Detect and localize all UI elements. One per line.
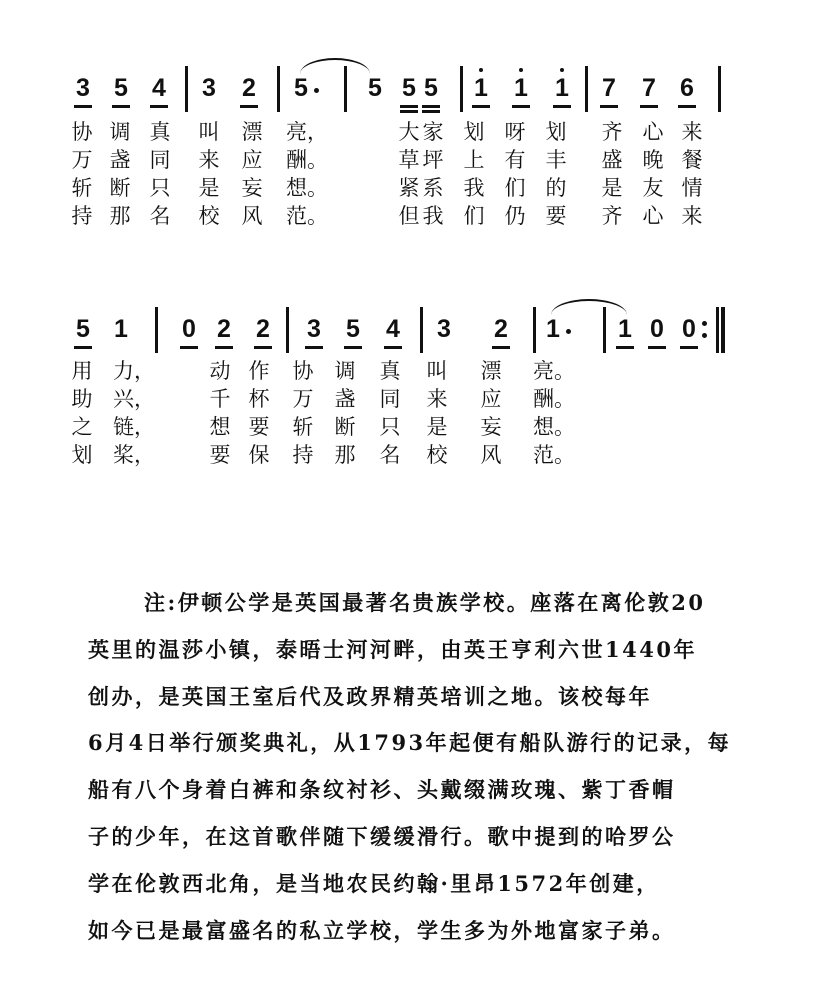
eighth-underline [150, 105, 168, 108]
lyric-char: 那 [109, 204, 131, 228]
eighth-underline [215, 346, 233, 349]
high-octave-dot [560, 68, 564, 72]
note-digit: 1 [551, 74, 573, 102]
note-digit: 3 [72, 74, 94, 102]
eighth-underline [600, 105, 618, 108]
lyric-char: 链， [113, 415, 155, 439]
lyric-verse-1 [0, 357, 814, 385]
note-digit: 2 [252, 315, 274, 343]
note-digit: 2 [490, 315, 512, 343]
lyric-char: 来 [681, 120, 703, 144]
lyric-char: 叫 [426, 359, 448, 383]
lyric-char: 协 [71, 120, 93, 144]
notation-system-2 [0, 303, 814, 363]
lyric-char: 作 [248, 359, 270, 383]
lyric-char: 协 [292, 359, 314, 383]
lyric-char: 有 [504, 148, 526, 172]
lyric-char: 斩 [71, 176, 93, 200]
bar-line [277, 66, 280, 112]
lyric-char: 是 [426, 415, 448, 439]
lyric-char: 兴， [113, 387, 155, 411]
lyric-char: 漂 [480, 359, 502, 383]
eighth-underline [344, 346, 362, 349]
lyric-char: 我 [422, 204, 444, 228]
lyric-char: 要 [248, 415, 270, 439]
note-digit: 1 [542, 315, 564, 343]
lyric-char: 来 [681, 204, 703, 228]
eighth-underline [678, 105, 696, 108]
lyric-verse-4 [0, 202, 814, 230]
lyric-char: 千 [209, 387, 231, 411]
eighth-underline [492, 346, 510, 349]
eighth-underline [422, 105, 440, 108]
lyric-char: 是 [601, 176, 623, 200]
lyric-char: 校 [198, 204, 220, 228]
footnote-paragraph [88, 580, 748, 954]
lyric-char: 亮， [286, 120, 328, 144]
lyric-char: 划 [71, 443, 93, 467]
lyric-char: 是 [198, 176, 220, 200]
lyric-char: 的 [545, 176, 567, 200]
lyric-char: 校 [426, 443, 448, 467]
lyric-char: 断 [334, 415, 356, 439]
lyric-char: 但 [398, 204, 420, 228]
lyric-char: 友 [642, 176, 664, 200]
lyric-char: 只 [379, 415, 401, 439]
note-digit: 1 [510, 74, 532, 102]
lyric-char: 齐 [601, 204, 623, 228]
lyric-char: 应 [480, 387, 502, 411]
lyric-char: 上 [463, 148, 485, 172]
lyric-char: 桨， [113, 443, 155, 467]
lyric-char: 来 [198, 148, 220, 172]
lyric-char: 要 [209, 443, 231, 467]
lyric-char: 风 [241, 204, 263, 228]
lyrics-block-2 [0, 357, 814, 469]
lyric-verse-2 [0, 385, 814, 413]
note-digit: 6 [676, 74, 698, 102]
lyric-char: 漂 [241, 120, 263, 144]
lyric-char: 名 [379, 443, 401, 467]
eighth-underline [305, 346, 323, 349]
lyrics-block-1 [0, 118, 814, 230]
lyric-char: 们 [463, 204, 485, 228]
footnote-line: 如今已是最富盛名的私立学校，学生多为外地富家子弟。 [88, 917, 676, 943]
lyric-char: 保 [248, 443, 270, 467]
augmentation-dot [566, 329, 571, 334]
note-digit: 1 [114, 315, 128, 343]
lyric-char: 断 [109, 176, 131, 200]
lyric-char: 斩 [292, 415, 314, 439]
note-digit: 5 [110, 74, 132, 102]
eighth-underline [512, 105, 530, 108]
bar-line [286, 307, 289, 353]
tie-arc [551, 299, 627, 315]
lyric-char: 真 [379, 359, 401, 383]
lyric-char: 餐 [681, 148, 703, 172]
lyric-verse-3 [0, 174, 814, 202]
lyric-char: 范。 [286, 204, 328, 228]
bar-line [718, 66, 721, 112]
lyric-char: 大 [398, 120, 420, 144]
lyric-char: 来 [426, 387, 448, 411]
high-octave-dot [519, 68, 523, 72]
lyric-char: 盏 [334, 387, 356, 411]
lyric-char: 万 [71, 148, 93, 172]
lyric-char: 调 [334, 359, 356, 383]
note-digit: 5 [398, 74, 420, 102]
lyric-char: 妄 [480, 415, 502, 439]
note-digit: 5 [290, 74, 312, 102]
lyric-char: 只 [149, 176, 171, 200]
footnote-line: 创办，是英国王室后代及政界精英培训之地。该校每年 [88, 683, 652, 709]
lyric-char: 仍 [504, 204, 526, 228]
lyric-char: 想。 [286, 176, 328, 200]
bar-line [155, 307, 158, 353]
eighth-underline [648, 346, 666, 349]
eighth-underline [680, 346, 698, 349]
lyric-char: 调 [109, 120, 131, 144]
note-digit: 7 [638, 74, 660, 102]
lyric-char: 酬。 [533, 387, 575, 411]
lyric-char: 盏 [109, 148, 131, 172]
lyric-char: 亮。 [533, 359, 575, 383]
lyric-char: 助 [71, 387, 93, 411]
lyric-char: 范。 [533, 443, 575, 467]
lyric-char: 划 [545, 120, 567, 144]
note-digit: 4 [148, 74, 170, 102]
footnote-line: 船有八个身着白裤和条纹衬衫、头戴缀满玫瑰、紫丁香帽 [88, 777, 676, 803]
lyric-char: 妄 [241, 176, 263, 200]
lyric-char: 呀 [504, 120, 526, 144]
lyric-verse-2 [0, 146, 814, 174]
footnote-line: 注:伊顿公学是英国最著名贵族学校。座落在离伦敦20 [144, 590, 706, 615]
lyric-char: 持 [292, 443, 314, 467]
sixteenth-underline [422, 110, 440, 113]
lyric-verse-1 [0, 118, 814, 146]
lyric-char: 齐 [601, 120, 623, 144]
lyric-char: 力， [113, 359, 155, 383]
repeat-sign-dots [702, 321, 707, 338]
lyric-char: 那 [334, 443, 356, 467]
eighth-underline [384, 346, 402, 349]
lyric-char: 动 [209, 359, 231, 383]
lyric-char: 我 [463, 176, 485, 200]
eighth-underline [640, 105, 658, 108]
note-digit: 0 [646, 315, 668, 343]
lyric-char: 万 [292, 387, 314, 411]
lyric-char: 系 [422, 176, 444, 200]
note-digit: 3 [303, 315, 325, 343]
lyric-char: 草 [398, 148, 420, 172]
footnote-line: 子的少年，在这首歌伴随下缓缓滑行。歌中提到的哈罗公 [88, 823, 676, 849]
eighth-underline [180, 346, 198, 349]
eighth-underline [400, 105, 418, 108]
eighth-underline [74, 346, 92, 349]
eighth-underline [616, 346, 634, 349]
lyric-char: 家 [422, 120, 444, 144]
lyric-char: 应 [241, 148, 263, 172]
lyric-char: 丰 [545, 148, 567, 172]
lyric-char: 酬。 [286, 148, 328, 172]
lyric-verse-3 [0, 413, 814, 441]
note-digit: 0 [178, 315, 200, 343]
note-digit: 3 [202, 74, 216, 102]
lyric-char: 们 [504, 176, 526, 200]
bar-line [185, 66, 188, 112]
bar-line [585, 66, 588, 112]
lyric-verse-4 [0, 441, 814, 469]
lyric-char: 名 [149, 204, 171, 228]
note-digit: 5 [368, 74, 382, 102]
lyric-char: 之 [71, 415, 93, 439]
final-bar-thin [716, 307, 719, 353]
note-digit: 1 [470, 74, 492, 102]
note-digit: 2 [213, 315, 235, 343]
high-octave-dot [479, 68, 483, 72]
lyric-char: 想。 [533, 415, 575, 439]
lyric-char: 划 [463, 120, 485, 144]
lyric-char: 同 [379, 387, 401, 411]
lyric-char: 盛 [601, 148, 623, 172]
bar-line [533, 307, 536, 353]
lyric-char: 持 [71, 204, 93, 228]
lyric-char: 真 [149, 120, 171, 144]
eighth-underline [240, 105, 258, 108]
lyric-char: 情 [681, 176, 703, 200]
note-digit: 2 [238, 74, 260, 102]
note-digit: 0 [678, 315, 700, 343]
note-digit: 5 [72, 315, 94, 343]
tie-arc [300, 58, 370, 74]
note-digit: 5 [420, 74, 442, 102]
lyric-char: 心 [642, 120, 664, 144]
note-digit: 1 [614, 315, 636, 343]
footnote-line: 学在伦敦西北角，是当地农民约翰·里昂1572年创建， [88, 870, 660, 896]
lyric-char: 风 [480, 443, 502, 467]
eighth-underline [254, 346, 272, 349]
lyric-char: 同 [149, 148, 171, 172]
lyric-char: 想 [209, 415, 231, 439]
note-digit: 7 [598, 74, 620, 102]
lyric-char: 杯 [248, 387, 270, 411]
footnote-line: 6月4日举行颁奖典礼，从1793年起便有船队游行的记录，每 [88, 730, 732, 756]
lyric-char: 坪 [422, 148, 444, 172]
lyric-char: 叫 [198, 120, 220, 144]
lyric-char: 紧 [398, 176, 420, 200]
lyric-char: 晚 [642, 148, 664, 172]
eighth-underline [74, 105, 92, 108]
bar-line [420, 307, 423, 353]
bar-line [460, 66, 463, 112]
sixteenth-underline [400, 110, 418, 113]
final-bar-thick [721, 307, 725, 353]
augmentation-dot [314, 88, 319, 93]
lyric-char: 要 [545, 204, 567, 228]
note-digit: 5 [342, 315, 364, 343]
note-digit: 4 [382, 315, 404, 343]
eighth-underline [472, 105, 490, 108]
notation-system-1 [0, 62, 814, 122]
note-digit: 3 [437, 315, 451, 343]
lyric-char: 心 [642, 204, 664, 228]
eighth-underline [553, 105, 571, 108]
footnote-line: 英里的温莎小镇，泰晤士河河畔，由英王亨利六世1440年 [88, 636, 697, 662]
eighth-underline [112, 105, 130, 108]
lyric-char: 用 [71, 359, 93, 383]
